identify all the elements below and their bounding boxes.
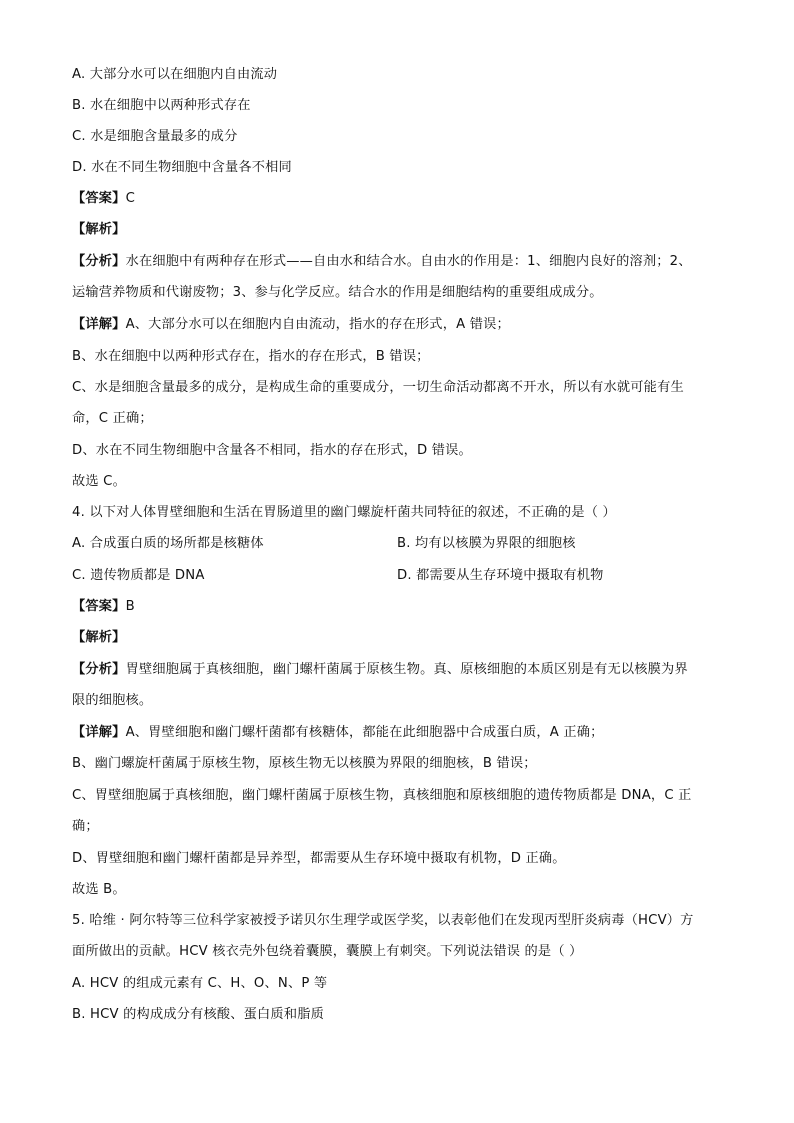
q4-detail-line-3: C、胃壁细胞属于真核细胞，幽门螺杆菌属于原核生物，真核细胞和原核细胞的遗传物质都是 DNA，C 正 [72,788,692,803]
q3-answer [72,189,135,209]
q3-detail-line-4: 命，C 正确； [72,411,153,426]
q4-detail-line-2: B、幽门螺旋杆菌属于原核生物，原核生物无以核膜为界限的细胞核，B 错误； [72,756,537,771]
q4-conclusion: 故选 B。 [72,882,126,897]
answer-value: C [125,191,135,206]
q3-detail-line-3: C、水是细胞含量最多的成分，是构成生命的重要成分，一切生命活动都离不开水，所以有水就可能有生 [72,380,684,395]
q4-option-b: B. 均有以核膜为界限的细胞核 [397,536,576,551]
q4-option-row-2 [72,566,604,586]
q4-detail-line-4: 确； [72,819,99,834]
q4-detail-line-5: D、胃壁细胞和幽门螺杆菌都是异养型，都需要从生存环境中摄取有机物，D 正确。 [72,851,566,866]
q3-analysis-line-2: 运输营养物质和代谢废物；3、参与化学反应。结合水的作用是细胞结构的重要组成成分。 [72,285,603,300]
analysis-tag: 【分析】 [72,662,126,677]
q3-detail-line-2: B、水在细胞中以两种形式存在，指水的存在形式，B 错误； [72,349,430,364]
q3-conclusion: 故选 C。 [72,474,126,489]
q5-option-a: A. HCV 的组成元素有 C、H、O、N、P 等 [72,976,328,991]
detail-tag: 【详解】 [72,725,126,740]
answer-value: B [125,599,135,614]
q5-stem-line-2: 面所做出的贡献。HCV 核衣壳外包绕着囊膜，囊膜上有刺突。下列说法错误 的是（ ） [72,944,583,959]
answer-tag: 【答案】 [72,599,126,614]
q3-option-b: B. 水在细胞中以两种形式存在 [72,98,251,113]
q4-stem: 4. 以下对人体胃壁细胞和生活在胃肠道里的幽门螺旋杆菌共同特征的叙述，不正确的是（ ） [72,505,616,520]
q4-option-c: C. 遗传物质都是 DNA [72,568,205,583]
q3-analysis-line-1 [72,252,692,272]
q4-option-row-1 [72,534,576,554]
q3-option-c: C. 水是细胞含量最多的成分 [72,129,238,144]
q4-answer [72,597,135,617]
detail-tag: 【详解】 [72,317,126,332]
q4-detail-line-1 [72,723,604,743]
q3-detail-line-5: D、水在不同生物细胞中含量各不相同，指水的存在形式，D 错误。 [72,443,472,458]
analysis-text: 胃壁细胞属于真核细胞，幽门螺杆菌属于原核生物。真、原核细胞的本质区别是有无以核膜为界 [125,662,688,677]
q4-analysis-line-2: 限的细胞核。 [72,693,153,708]
q5-stem-line-1: 5. 哈维 · 阿尔特等三位科学家被授予诺贝尔生理学或医学奖，以表彰他们在发现丙型肝炎病毒（HCV）方 [72,913,694,928]
detail-text: A、胃壁细胞和幽门螺杆菌都有核糖体，都能在此细胞器中合成蛋白质，A 正确； [125,725,604,740]
answer-tag: 【答案】 [72,191,126,206]
q4-explain-tag: 【解析】 [72,630,126,645]
q4-option-a: A. 合成蛋白质的场所都是核糖体 [72,536,264,551]
q5-option-b: B. HCV 的构成成分有核酸、蛋白质和脂质 [72,1007,324,1022]
q4-analysis-line-1 [72,660,688,680]
analysis-text: 水在细胞中有两种存在形式——自由水和结合水。自由水的作用是：1、细胞内良好的溶剂；2、 [125,254,692,269]
q3-detail-line-1 [72,315,510,335]
analysis-tag: 【分析】 [72,254,126,269]
q4-option-d: D. 都需要从生存环境中摄取有机物 [397,568,604,583]
q3-option-a: A. 大部分水可以在细胞内自由流动 [72,67,278,82]
detail-text: A、大部分水可以在细胞内自由流动，指水的存在形式，A 错误； [125,317,510,332]
q3-option-d: D. 水在不同生物细胞中含量各不相同 [72,160,292,175]
q3-explain-tag: 【解析】 [72,222,126,237]
